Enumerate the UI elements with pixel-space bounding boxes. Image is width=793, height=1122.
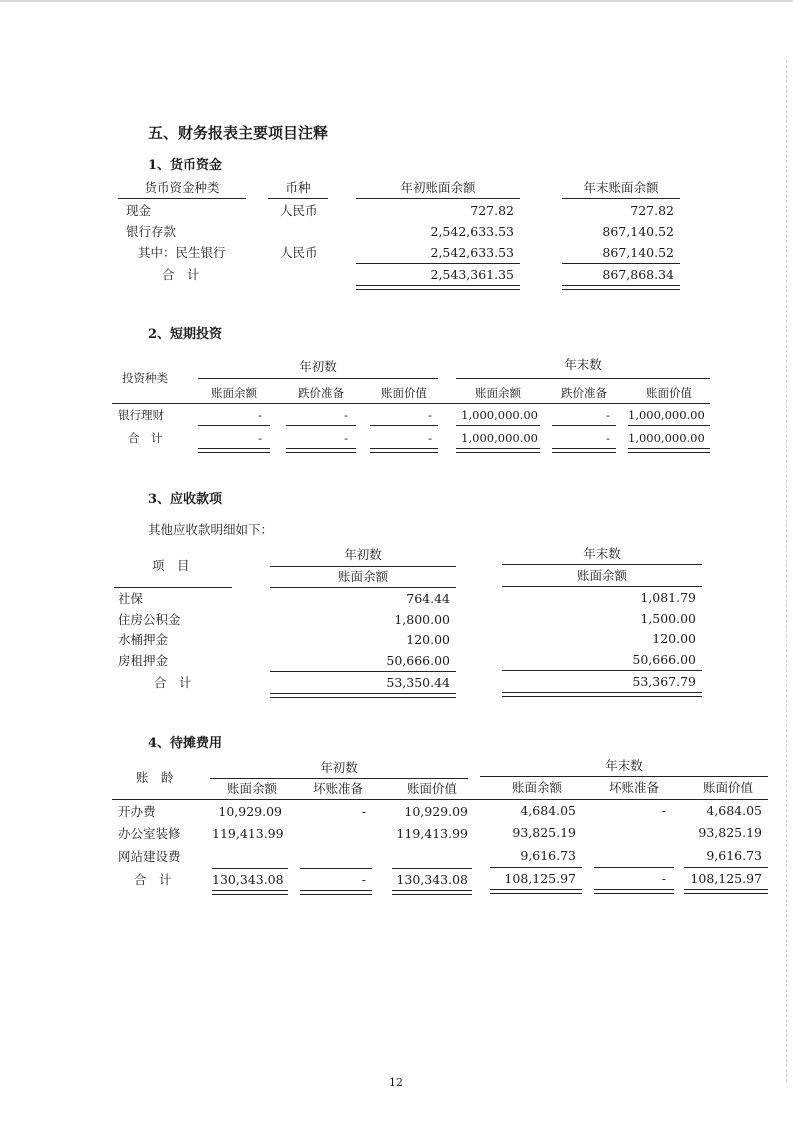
total-label: 合 计 xyxy=(162,267,200,282)
col-header-impairment: 跌价准备 xyxy=(298,386,344,400)
total-double-rule xyxy=(456,448,540,453)
col-header-cash-type: 货币资金种类 xyxy=(144,180,220,195)
total-value: - xyxy=(344,431,348,445)
row-value: 1,000,000.00 xyxy=(461,408,538,422)
row-value: 93,825.19 xyxy=(512,825,576,840)
total-label: 合 计 xyxy=(128,431,163,445)
group-rule xyxy=(456,378,710,379)
subtotal-rule xyxy=(684,867,768,868)
row-label: 社保 xyxy=(118,591,144,606)
subtotal-rule xyxy=(356,263,520,264)
col-header-book-value: 账面价值 xyxy=(646,386,692,400)
row-value: 4,684.05 xyxy=(706,803,762,818)
total-begin-value: 2,543,361.35 xyxy=(430,267,514,282)
row-value: 119,413.99 xyxy=(396,826,468,841)
row-begin-value: 2,542,633.53 xyxy=(430,245,514,260)
col-header-book-balance: 账面余额 xyxy=(337,569,388,584)
col-header-bad-debt-reserve: 坏账准备 xyxy=(312,781,363,796)
row-end-value: 120.00 xyxy=(652,631,696,646)
row-label: 办公室装修 xyxy=(118,826,181,841)
total-value: - xyxy=(361,872,366,887)
subtotal-rule xyxy=(392,868,472,869)
row-end-value: 1,081.79 xyxy=(640,590,696,605)
section-2-title: 2、短期投资 xyxy=(148,327,223,342)
subtotal-rule xyxy=(490,867,582,868)
row-value: - xyxy=(361,804,366,819)
col-header-investment-type: 投资种类 xyxy=(122,371,168,385)
section-3-intro: 其他应收款明细如下： xyxy=(148,522,274,537)
total-double-rule xyxy=(594,889,674,894)
col-header-book-balance: 账面余额 xyxy=(475,386,521,400)
subtotal-rule xyxy=(628,425,710,426)
total-end-value: 53,367.79 xyxy=(632,674,696,689)
col-header-end-balance: 年末账面余额 xyxy=(583,180,659,195)
row-value: 9,616.73 xyxy=(520,848,576,863)
col-header-book-value: 账面价值 xyxy=(381,386,427,400)
row-label: 银行存款 xyxy=(126,224,177,239)
group-header-end: 年末数 xyxy=(583,546,621,561)
row-value: 10,929.09 xyxy=(404,804,468,819)
header-rule xyxy=(502,586,702,587)
row-value: - xyxy=(258,408,262,422)
header-rule xyxy=(562,198,680,199)
subtotal-rule xyxy=(286,425,356,426)
row-label: 网站建设费 xyxy=(118,849,181,864)
col-header-book-balance: 账面余额 xyxy=(576,568,627,583)
total-double-rule xyxy=(356,285,520,290)
total-value: 1,000,000.00 xyxy=(461,431,538,445)
total-begin-value: 53,350.44 xyxy=(386,675,450,690)
row-value: 93,825.19 xyxy=(698,825,762,840)
header-rule xyxy=(270,587,456,588)
row-label: 房租押金 xyxy=(118,653,169,668)
total-label: 合 计 xyxy=(134,872,172,887)
section-1-title: 1、货币资金 xyxy=(148,158,223,173)
row-value: - xyxy=(428,408,432,422)
row-label: 现金 xyxy=(126,203,152,218)
total-double-rule xyxy=(300,890,372,895)
total-double-rule xyxy=(552,448,616,453)
page-number: 12 xyxy=(389,1076,403,1089)
group-rule xyxy=(480,776,768,777)
total-label: 合 计 xyxy=(154,675,192,690)
group-rule xyxy=(210,778,468,779)
col-header-bad-debt-reserve: 坏账准备 xyxy=(608,780,659,795)
total-double-rule xyxy=(198,448,270,453)
total-double-rule xyxy=(562,285,680,290)
group-header-end: 年末数 xyxy=(605,758,643,773)
total-double-rule xyxy=(628,448,710,453)
row-currency: 人民币 xyxy=(280,245,318,260)
page-title: 五、财务报表主要项目注释 xyxy=(148,124,329,142)
header-rule xyxy=(356,198,520,199)
total-double-rule xyxy=(270,693,456,698)
header-rule xyxy=(118,198,246,199)
total-double-rule xyxy=(286,448,356,453)
subtotal-rule xyxy=(456,425,540,426)
total-double-rule xyxy=(502,692,702,697)
row-value: - xyxy=(606,408,610,422)
col-header-book-value: 账面价值 xyxy=(702,780,753,795)
header-rule xyxy=(112,403,710,404)
row-begin-value: 2,542,633.53 xyxy=(430,224,514,239)
subtotal-rule xyxy=(270,671,456,672)
row-end-value: 1,500.00 xyxy=(640,611,696,626)
row-begin-value: 764.44 xyxy=(406,591,450,606)
total-value: 108,125.97 xyxy=(504,871,576,886)
header-rule xyxy=(268,198,328,199)
row-value: - xyxy=(661,803,666,818)
row-begin-value: 1,800.00 xyxy=(394,612,450,627)
row-begin-value: 120.00 xyxy=(406,632,450,647)
total-double-rule xyxy=(392,890,472,895)
col-header-item: 项 目 xyxy=(152,558,190,573)
row-end-value: 727.82 xyxy=(630,203,674,218)
col-header-book-balance: 账面余额 xyxy=(511,780,562,795)
group-header-begin: 年初数 xyxy=(320,760,358,775)
row-value: 1,000,000.00 xyxy=(628,408,705,422)
subtotal-rule xyxy=(198,425,270,426)
total-double-rule xyxy=(370,448,438,453)
total-value: 1,000,000.00 xyxy=(628,431,705,445)
subtotal-rule xyxy=(212,868,288,869)
row-value: 119,413.99 xyxy=(212,826,284,841)
total-value: 130,343.08 xyxy=(396,872,468,887)
row-label: 银行理财 xyxy=(118,408,164,422)
group-rule xyxy=(502,564,702,565)
row-value: - xyxy=(344,408,348,422)
group-header-begin: 年初数 xyxy=(344,547,382,562)
total-value: 130,343.08 xyxy=(212,872,284,887)
col-header-book-balance: 账面余额 xyxy=(211,386,257,400)
row-currency: 人民币 xyxy=(280,203,318,218)
group-header-end: 年末数 xyxy=(564,357,602,372)
row-end-value: 867,140.52 xyxy=(602,224,674,239)
subtotal-rule xyxy=(300,868,372,869)
total-double-rule xyxy=(490,889,582,894)
group-rule xyxy=(198,378,438,379)
total-value: - xyxy=(428,431,432,445)
row-value: 4,684.05 xyxy=(520,803,576,818)
col-header-book-value: 账面价值 xyxy=(406,781,457,796)
group-rule xyxy=(270,566,456,567)
subtotal-rule xyxy=(502,670,702,671)
total-value: - xyxy=(661,871,666,886)
row-value: 9,616.73 xyxy=(706,848,762,863)
scan-right-edge xyxy=(786,60,787,1082)
row-label: 水桶押金 xyxy=(118,632,169,647)
subtotal-rule xyxy=(552,425,616,426)
row-begin-value: 50,666.00 xyxy=(386,653,450,668)
header-rule xyxy=(114,587,232,588)
total-value: - xyxy=(258,431,262,445)
section-4-title: 4、待摊费用 xyxy=(148,736,223,751)
total-value: 108,125.97 xyxy=(690,871,762,886)
subtotal-rule xyxy=(370,425,438,426)
row-label: 开办费 xyxy=(118,804,156,819)
col-header-impairment: 跌价准备 xyxy=(561,386,607,400)
subtotal-rule xyxy=(562,263,680,264)
total-end-value: 867,868.34 xyxy=(602,267,674,282)
scan-top-edge xyxy=(0,0,793,2)
col-header-begin-balance: 年初账面余额 xyxy=(400,180,476,195)
col-header-aging: 账 龄 xyxy=(136,770,174,785)
col-header-book-balance: 账面余额 xyxy=(226,781,277,796)
row-label: 住房公积金 xyxy=(118,612,181,627)
row-label: 其中：民生银行 xyxy=(138,245,226,260)
row-end-value: 867,140.52 xyxy=(602,245,674,260)
total-double-rule xyxy=(212,890,288,895)
header-rule xyxy=(112,799,768,800)
row-value: 10,929.09 xyxy=(218,804,282,819)
group-header-begin: 年初数 xyxy=(299,359,337,374)
row-end-value: 50,666.00 xyxy=(632,652,696,667)
col-header-currency: 币种 xyxy=(285,180,311,195)
total-double-rule xyxy=(684,889,768,894)
row-begin-value: 727.82 xyxy=(470,203,514,218)
subtotal-rule xyxy=(594,867,674,868)
section-3-title: 3、应收款项 xyxy=(148,492,223,507)
total-value: - xyxy=(606,431,610,445)
